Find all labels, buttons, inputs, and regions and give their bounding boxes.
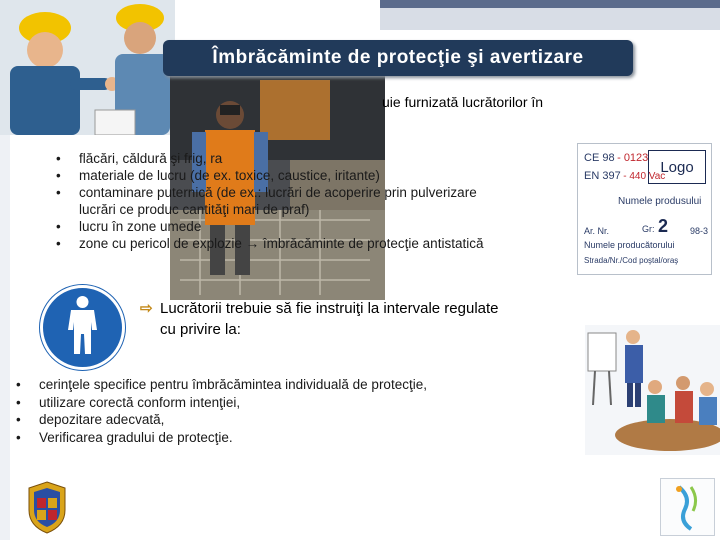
art-number-label: Ar. Nr.	[584, 226, 610, 236]
en-value: - 440 Vac	[623, 171, 666, 182]
hazard-item: • contaminare puternică (de ex.: lucrări de acoperire prin pulverizare	[56, 184, 556, 201]
workers-photo	[0, 0, 175, 135]
hazard-item: • flăcări, căldură şi frig, ra	[56, 150, 556, 167]
romanian-coat-of-arms-icon	[25, 480, 70, 535]
manufacturer-name: Numele producătorului	[584, 240, 675, 250]
manufacturer-address: Strada/Nr./Cod poştal/oraş	[584, 256, 679, 265]
instruction-line-1: Lucrătorii trebuie să fie instruiţi la intervale regulate	[160, 300, 499, 317]
hazard-item: • lucru în zone umede	[56, 218, 556, 235]
hazard-list	[56, 150, 556, 252]
right-arrow-icon: ⇨	[140, 300, 153, 317]
date-code: 98-3	[690, 226, 709, 236]
ce-code: CE 98	[584, 152, 615, 164]
topic-item: • Verificarea gradului de protecţie.	[16, 429, 516, 447]
group-value: 2	[658, 216, 669, 236]
topic-item: • cerinţele specifice pentru îmbrăcămintea individuală de protecţie,	[16, 376, 516, 394]
slide-title: Îmbrăcăminte de protecţie şi avertizare	[163, 40, 633, 76]
logo-placeholder: Logo	[648, 150, 706, 184]
training-topics-list	[16, 376, 516, 446]
hazard-item-continuation: lucrări ce produc cantităţi mari de praf)	[79, 202, 310, 217]
topic-item: • utilizare corectă conform intenţiei,	[16, 394, 516, 412]
hazard-item: • materiale de lucru (de ex. toxice, caustice, iritante)	[56, 167, 556, 184]
topic-item: • depozitare adecvată,	[16, 411, 516, 429]
project-logo	[660, 478, 715, 536]
training-meeting-illustration	[585, 325, 720, 455]
subtitle-fragment: uie furnizată lucrătorilor în	[382, 94, 544, 110]
instruction-line-2: cu privire la:	[160, 321, 241, 338]
ce-value: - 0123	[617, 152, 649, 164]
ce-marking	[584, 152, 648, 164]
training-instruction	[140, 298, 580, 340]
hazard-item: • zone cu pericol de explozie → îmbrăcăminte de protecţie antistatică	[56, 235, 556, 252]
protective-clothing-mandatory-icon	[40, 285, 125, 370]
group-label: Gr:	[642, 224, 655, 234]
product-label	[577, 143, 712, 275]
product-name: Numele produsului	[618, 196, 702, 207]
top-accent-band	[380, 8, 720, 30]
en-code: EN 397	[584, 170, 621, 182]
top-accent-bar	[380, 0, 720, 8]
